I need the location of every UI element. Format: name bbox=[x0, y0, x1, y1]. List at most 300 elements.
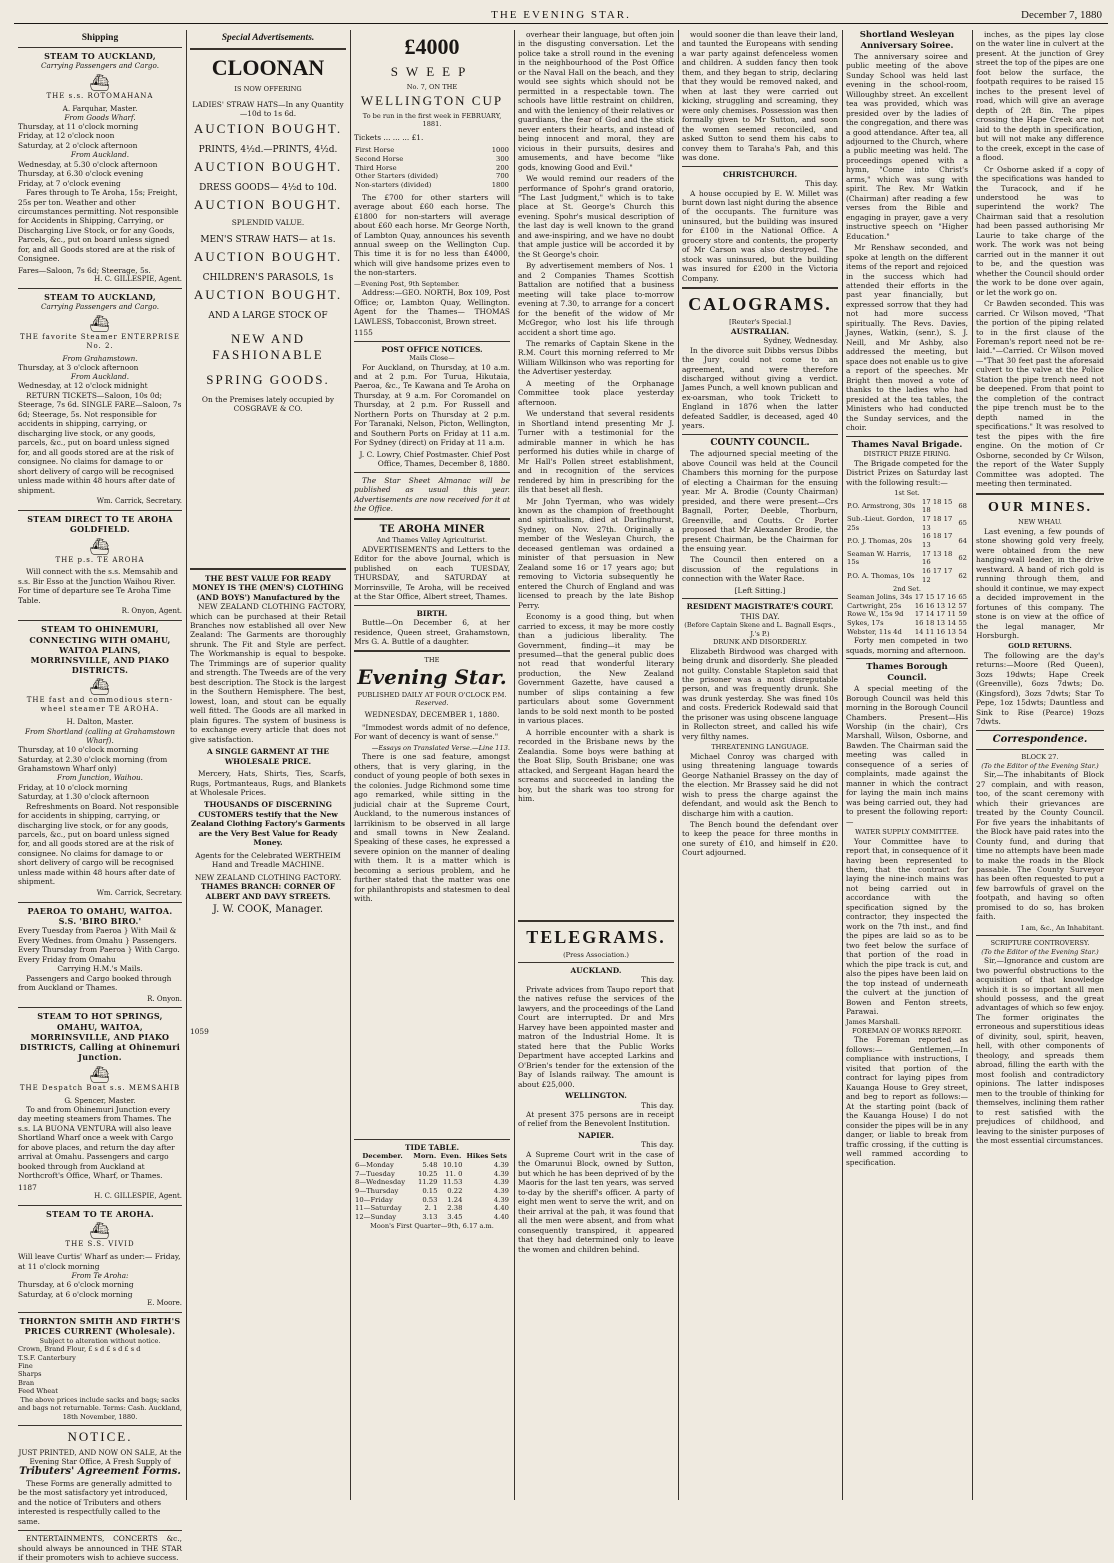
ad-body: Passengers and Cargo booked through from Auckland or Thames. bbox=[18, 973, 172, 993]
tide-header: Even. bbox=[440, 1152, 462, 1161]
ad-memsahib bbox=[18, 1011, 182, 1201]
notice-heading: Tributers' Agreement Forms. bbox=[19, 1466, 181, 1478]
ad-line: Every Thursday from Paeroa } With Cargo. bbox=[18, 945, 180, 955]
tide-cell: 4.39 bbox=[493, 1186, 509, 1195]
article-paragraph: Cr Osborne asked if a copy of the specifications was handed to the Turacock, and if he understood he was to superintend the work? The Chairman said that a resolution had been passed authorising Mr Laurie to take charge of the work. The work was not being carried out in the manner it out to be, and the question was whether the Council should order the work to be done over again, or let the work go on. bbox=[976, 164, 1104, 297]
sweep-address: Address:—GEO. NORTH, Box 109, Post Office; or, Lambton Quay, Wellington. Agent for the Thames— THOMAS LAWLESS, Tobacconist, Brown street. bbox=[354, 288, 510, 326]
ship-icon-te-aroha-sternwheel: ⛴ THE fast and commodious stern-wheel steamer TE AROHA. bbox=[18, 678, 182, 714]
table-row bbox=[846, 619, 968, 628]
naval-foot: Forty men competed in two squads, morning and afternoon. bbox=[846, 636, 968, 655]
tide-cell: 0.22 bbox=[447, 1186, 463, 1195]
borough-council-body: A special meeting of the Borough Council was held this morning in the Borough Council Chambers. Present—His Worship (in the chair), Crs Marshall, Wilson, Osborne, and Bawden. The Chairman said the meeting was called in consequence of a series of complaints, made against the manner in which the contract for laying the main inch mains was being carried out, they had to present the following report:— bbox=[846, 684, 968, 826]
table-row bbox=[846, 532, 968, 549]
ad-title: THORNTON SMITH AND FIRTH'S PRICES CURRENT (Wholesale). bbox=[19, 1316, 181, 1337]
ad-from: From Junction, Waihou. bbox=[57, 773, 143, 783]
sweep-no: No. 7, ON THE bbox=[406, 82, 458, 91]
entertainments-notice: ENTERTAINMENTS, CONCERTS &c., should always be announced in THE STAR if their promoters wish to achieve success. bbox=[18, 1534, 182, 1563]
table-row bbox=[354, 1196, 510, 1205]
ad-line: Carrying H.M.'s Mails. bbox=[57, 964, 143, 974]
telegram-place: WELLINGTON. bbox=[565, 1091, 627, 1101]
birth-body: Buttle—On December 6, at her residence, Queen street, Grahamstown, Mrs G. A. Buttle of a daughter. bbox=[354, 618, 510, 647]
telegrams-press: (Press Association.) bbox=[563, 950, 629, 959]
score-name: Sykes, 17s bbox=[847, 619, 884, 628]
ad-line: Every Tuesday from Paeroa } With Mail & bbox=[18, 926, 177, 936]
price-row: Sharps bbox=[18, 1370, 42, 1379]
tide-header: Hikes Sets bbox=[466, 1152, 507, 1161]
naval-score-table-2 bbox=[846, 593, 968, 636]
evening-star-title: Evening Star. bbox=[357, 664, 507, 689]
table-row bbox=[354, 1161, 510, 1170]
cloonan-item: AUCTION BOUGHT. bbox=[193, 248, 343, 264]
score-name: P.O. A. Thomas, 10s bbox=[847, 571, 915, 580]
scripture-to: (To the Editor of the Evening Star.) bbox=[981, 947, 1099, 956]
gold-returns-body: The following are the day's returns:—Moore (Red Queen), 3ozs 19dwts; Hape Creek (Greenville), 6ozs 7dwts; Do. (Kingsford), 3ozs 7dwts; Star To Pepe, 1oz 15dwts; Dauntless and Sink to Rise (Pearce) 19ozs 7dwts. bbox=[976, 650, 1104, 727]
tide-cell: 10—Friday bbox=[355, 1195, 393, 1204]
tide-title: TIDE TABLE. bbox=[404, 1142, 460, 1152]
prize-value: 1000 bbox=[491, 146, 509, 155]
telegram-body: At present 375 persons are in receipt of relief from the Benevolent Institution. bbox=[518, 1110, 674, 1129]
naval-brigade-sub: DISTRICT PRIZE FIRING. bbox=[863, 450, 951, 459]
mercery: Mercery, Hats, Shirts, Ties, Scarfs, Rugs, Portmanteaus, Rugs, and Blankets at Wholesale Prices. bbox=[190, 769, 346, 797]
table-row bbox=[846, 602, 968, 611]
cloonan-item: LADIES' STRAW HATS—In any Quantity—10d to 1s 6d. bbox=[192, 99, 344, 119]
price-row: Fine bbox=[18, 1362, 33, 1370]
birth-title: BIRTH. bbox=[416, 608, 448, 618]
wesleyan-title: Shortland Wesleyan Anniversary Soiree. bbox=[859, 30, 955, 51]
almanac-notice: The Star Sheet Almanac will be published as usual this year. Advertisements are now received for it at the Office. bbox=[354, 475, 510, 514]
column-local-news bbox=[514, 30, 678, 1500]
block-to: (To the Editor of the Evening Star.) bbox=[981, 761, 1099, 770]
ship-icon-vivid: ⛴ THE S.S. VIVID bbox=[18, 1222, 182, 1249]
tide-cell: 6—Monday bbox=[355, 1160, 394, 1169]
cloonan-item: AUCTION BOUGHT. bbox=[193, 120, 343, 136]
ad-number: 1155 bbox=[354, 328, 373, 338]
ad-line: Thursday, at 6 o'clock morning bbox=[18, 1280, 134, 1290]
ad-line: Thursday, at 11 o'clock morning bbox=[18, 122, 139, 131]
evening-star-pub: PUBLISHED DAILY AT FOUR O'CLOCK P.M. bbox=[357, 690, 507, 699]
miner-title: TE AROHA MINER bbox=[379, 523, 485, 535]
cloonan-item: SPRING GOODS. bbox=[206, 372, 330, 388]
tide-header: Morn. bbox=[413, 1152, 437, 1161]
notice-sub: JUST PRINTED, AND NOW ON SALE, At the Evening Star Office, A Fresh Supply of bbox=[18, 1447, 182, 1466]
tide-cell: 10.25 bbox=[417, 1169, 438, 1178]
tide-cell: 4.39 bbox=[493, 1195, 509, 1204]
ad-subtitle: Carrying Passengers and Cargo. bbox=[41, 302, 159, 312]
ad-signature: R. Onyon, Agent. bbox=[121, 607, 182, 616]
cloonan-item: MEN'S STRAW HATS— at 1s. bbox=[200, 235, 336, 246]
block-title: BLOCK 27. bbox=[1021, 753, 1059, 762]
ad-title: STEAM TO TE AROHA. bbox=[46, 1208, 154, 1219]
borough-heading: FOREMAN OF WORKS REPORT. bbox=[852, 1026, 962, 1035]
tide-cell: 11.53 bbox=[442, 1178, 463, 1187]
ad-body: To and from Ohinemuri Junction every day meeting steamers from Thames. The s.s. LA BUONA VENTURA will also leave Shortland Wharf once a week with Cargo for above places, and return the day after arrival at Omahu. Passengers and cargo booked through from Auckland at Northcroft's Office, Wharf, or Thames. bbox=[18, 1104, 175, 1181]
ship-icon-memsahib: ⛴ THE Despatch Boat s.s. MEMSAHIB bbox=[18, 1066, 182, 1093]
rm-court-body: Elizabeth Birdwood was charged with being drunk and disorderly. She pleaded not guilty. Constable Stapleton said that the prisoner was a most disreputable person, and was frequently drunk. She was drunk yesterday. She was fined 10s and costs. Frederick Rodewald said that the prisoner was using obscene language in Rollecton street, and called his wife very filthy names. bbox=[682, 646, 838, 741]
naval-set: 2nd Set. bbox=[893, 584, 921, 593]
telegram-body: Private advices from Taupo report that the natives refuse the services of the lawyers, and the proceedings of the Land Court are interrupted. Dr and Mrs Harvey have been appointed master and matron of the Industrial Home. It is stated here that the Public Works Department have accepted Larkins and O'Brien's tender for the extension of the Bay of Islands railway. The amount is about £25,000. bbox=[518, 984, 674, 1089]
tide-cell: 9—Thursday bbox=[355, 1186, 399, 1195]
single-garment: A SINGLE GARMENT AT THE WHOLESALE PRICE. bbox=[207, 747, 329, 766]
sweep-cup: WELLINGTON CUP bbox=[360, 93, 504, 109]
ad-enterprise bbox=[18, 292, 182, 506]
tide-cell: 8—Wednesday bbox=[355, 1178, 406, 1187]
ad-body: Refreshments on Board. Not responsible for accidents in shipping, carrying, or discharging live stock, or for any goods, parcels, &c., put on board unless signed for, and all goods stored are at the risk of consignee. No claims for damage to or short delivery of cargo will be recognised unless made within 48 hours after date of shipment. bbox=[18, 801, 179, 887]
price-row: Bran bbox=[18, 1378, 35, 1387]
table-row bbox=[354, 146, 510, 155]
table-row bbox=[354, 1204, 510, 1213]
cloonan-item: DRESS GOODS— 4½d to 10d. bbox=[199, 183, 337, 194]
moon-phase: Moon's First Quarter—9th, 6.17 a.m. bbox=[370, 1221, 494, 1230]
borough-signature: James Marshall. bbox=[846, 1018, 900, 1027]
prize-label: Other Starters (divided) bbox=[355, 172, 439, 181]
table-row bbox=[354, 164, 510, 173]
column-special-ads bbox=[186, 30, 350, 1500]
column-shipping bbox=[14, 30, 186, 1563]
price-row: Feed Wheat bbox=[18, 1387, 58, 1396]
table-row bbox=[846, 628, 968, 637]
tide-cell: 12—Sunday bbox=[355, 1213, 397, 1222]
ad-signature: H. C. GILLESPIE, Agent. bbox=[94, 1192, 182, 1201]
article-paragraph: A horrible encounter with a shark is recorded in the Brisbane news by the Zealandia. Some boys were bathing at the Boat Slip, South Brisbane; one was attacked, and Sergeant Hagan heard the screams and succeeded in landing the boy, but the shark was too strong for him. bbox=[518, 727, 674, 804]
sweep-price: £4000 bbox=[404, 34, 460, 59]
score-name: Rowe W., 15s 9d bbox=[847, 610, 904, 619]
score-total: 68 bbox=[958, 502, 967, 510]
score-cells: 14 11 16 13 bbox=[914, 627, 956, 636]
ad-title: STEAM TO AUCKLAND, bbox=[44, 51, 156, 62]
ad-number: 1059 bbox=[190, 1026, 209, 1036]
leader-article: There is one sad feature, amongst others, that is very glaring, in the conduct of young people of both sexes in the colonies. Judge Richmond some time ago remarked, while sitting in the judicial chair at the Supreme Court, Auckland, to the numerous instances of larrikinism to be observed in all large and small towns in New Zealand. Speaking of these cases, he expressed a severe opinion on the manner of dealing with them. It is a matter which is becoming a serious problem, and he further stated that the matter was one for philanthropists and statesmen to deal with. bbox=[354, 752, 510, 904]
ad-note: Subject to alteration without notice. bbox=[39, 1336, 161, 1345]
article-paragraph: inches, as the pipes lay close on the water line in culvert at the present. At the junction of Grey street the top of the pipes are one foot below the surface, the footpath requires to be raised 15 inches to the present level of road, which will give an average depth of 2ft 8in. The pipes crossing the Hape Creek are not laid to the depth in specification, but will not make any difference to the creek, except in the case of a flood. bbox=[976, 30, 1104, 163]
telegram-day: This day. bbox=[641, 1100, 674, 1110]
table-row bbox=[354, 1152, 510, 1161]
evening-star-the: THE bbox=[424, 656, 440, 665]
rm-court-heading: THREATENING LANGUAGE. bbox=[711, 743, 809, 752]
cloonan-item: PRINTS, 4½d.—PRINTS, 4½d. bbox=[198, 145, 338, 156]
borough-heading: WATER SUPPLY COMMITTEE. bbox=[855, 828, 959, 837]
factory: NEW ZEALAND CLOTHING FACTORY. bbox=[194, 872, 342, 882]
ship-icon-enterprise: ⛴ THE favorite Steamer ENTERPRISE No. 2. bbox=[18, 315, 182, 351]
score-cells: 16 16 13 12 bbox=[914, 601, 956, 610]
australian-title: AUSTRALIAN. bbox=[730, 326, 790, 336]
tide-cell: 3.13 bbox=[422, 1213, 438, 1222]
tide-cell: 4.39 bbox=[493, 1169, 509, 1178]
cloonan-sub: IS NOW OFFERING bbox=[234, 85, 302, 94]
table-row bbox=[354, 1178, 510, 1187]
rm-court-body: The Bench bound the defendant over to keep the peace for three months in one surety of £10, and himself in £20. Court adjourned. bbox=[682, 820, 838, 858]
tide-cell: 2. 1 bbox=[424, 1204, 438, 1213]
newspaper-page bbox=[14, 6, 1108, 1563]
county-council-body: The adjourned special meeting of the above Council was held at the Council Chambers this morning for the purpose of electing a Chairman for the ensuing year. Mr A. Brodie (County Chairman) presided, and there were present—Crs Bagnall, Porter, Deeble, Thorburn, Greenville, and Coutts. Cr Porter proposed that Mr Alexander Brodie, the present Chairman, be the Chairman for the ensuing year. bbox=[682, 449, 838, 554]
our-mines-title: OUR MINES. bbox=[987, 499, 1092, 515]
ad-from: From Te Aroha: bbox=[71, 1271, 129, 1281]
tide-cell: 11—Saturday bbox=[355, 1204, 402, 1213]
quote-cite: —Essays on Translated Verse.—Line 113. bbox=[371, 743, 510, 752]
ad-signature: Wm. Carrick, Secretary. bbox=[96, 497, 182, 506]
tide-cell: 5.48 bbox=[422, 1160, 438, 1169]
ad-master: G. Spencer, Master. bbox=[64, 1095, 136, 1105]
borough-council-body: Your Committee have to report that, in consequence of it having been represented to them, that the contract for laying the nine-inch mains was not being carried out in accordance with the specification signed by the contractor, they inspected the work on the 7th inst., and find the pipes are laid so as to be two feet below the surface of that portion of the road in which the pipe track is cut, and also the pipes have been laid on the top instead of underneath the culvert at the junction of Bowen and Fenton streets, Parawai. bbox=[846, 836, 968, 1016]
score-total: 59 bbox=[958, 610, 967, 619]
rm-court-title: RESIDENT MAGISTRATE'S COURT. bbox=[686, 602, 834, 612]
table-row bbox=[354, 1213, 510, 1222]
calograms-title: CALOGRAMS. bbox=[688, 294, 832, 315]
score-cells: 17 13 18 16 bbox=[922, 549, 953, 567]
prize-value: 200 bbox=[496, 163, 509, 172]
tide-cell: 2.38 bbox=[447, 1204, 463, 1213]
miner-sub: And Thames Valley Agriculturist. bbox=[376, 536, 488, 545]
score-name: Webster, 11s 4d bbox=[847, 627, 902, 636]
tide-table bbox=[354, 1152, 510, 1222]
naval-score-table bbox=[846, 498, 968, 585]
ad-from: From Goods Wharf. bbox=[64, 112, 136, 122]
wesleyan-body: The anniversary soiree and public meeting of the above Sunday School was held last evening in the school-room, Willoughby street. An excellent tea was provided, which was presided over by the ladies of the congregation, and there was a good attendance. After tea, all adjourned to the Church, where a public meeting was held. The proceedings opened with a hymn, "Come into Christ's arms," which was sung with spirit. The Rev. Mr Watkin (Chairman) after reading a few verses from the Bible and engaging in prayer, gave a very instructive speech on "Higher Education." bbox=[846, 51, 968, 241]
wesleyan-body: Mr Renshaw seconded, and spoke at length on the different items of the report and rejoiced in the success which had attended their efforts in the past year financially, but expressed sorrow that they had not had more success spiritually. The Revs. Davies, Jaynes, Watkin, (senr.), S. J. Neill, and Mr Ashby, also addressed the meeting, but space does not enable us to give a report of the speeches. Mr Bright then moved a vote of thanks to the ladies who had presided at the tea tables, the Ministers who had conducted the Sunday services, and the choir. bbox=[846, 243, 968, 433]
cloonan-item: AUCTION BOUGHT. bbox=[193, 158, 343, 174]
telegram-place: AUCKLAND. bbox=[570, 965, 622, 975]
correspondence-title: Correspondence. bbox=[992, 733, 1088, 745]
tide-cell: 1.24 bbox=[447, 1195, 463, 1204]
ad-subtitle: Carrying Passengers and Cargo. bbox=[41, 61, 159, 71]
notice-body: These Forms are generally admitted to be the most satisfactory yet introduced, and the notice of Tributers and others interested is respectfully called to the same. bbox=[18, 1478, 172, 1526]
cloonan-item: NEW AND FASHIONABLE bbox=[212, 330, 324, 363]
article-paragraph: Cr Bawden seconded. This was carried. Cr Wilson moved, "That the portion of the piping related to in the first clause of the Foreman's report need not be re-laid."—Carried. Cr Wilson moved—"That 30 feet past the aforesaid culvert to the valve at the Police Station the pipe trench need not be deepened. From that point to the completion of the contract the pipe trench must be to the depth named in the specifications." It was resolved to test the pipes with the fire engine. On the motion of Cr Osborne, seconded by Cr Wilson, the report of the Water Supply Committee was adopted. The meeting then terminated. bbox=[976, 299, 1104, 489]
ad-title: STEAM DIRECT TO TE AROHA GOLDFIELD. bbox=[27, 514, 173, 535]
telegrams-title: TELEGRAMS. bbox=[526, 926, 666, 947]
evening-star-date: WEDNESDAY, DECEMBER 1, 1880. bbox=[364, 710, 500, 720]
notice-title: NOTICE. bbox=[67, 1429, 133, 1445]
score-total: 65 bbox=[958, 592, 967, 601]
score-total: 62 bbox=[958, 554, 967, 563]
block-signature: I am, &c., An Inhabitant. bbox=[1021, 923, 1104, 932]
score-total: 62 bbox=[958, 571, 967, 580]
score-name: P.O. J. Thomas, 20s bbox=[847, 536, 912, 545]
score-cells: 16 18 17 13 bbox=[922, 532, 953, 550]
ad-line: Saturday, at 1.30 o'clock afternoon bbox=[18, 792, 150, 802]
ad-ohinemuri bbox=[18, 624, 182, 897]
table-row bbox=[354, 1170, 510, 1179]
ad-from: From Auckland. bbox=[70, 150, 130, 160]
tide-cell: 4.40 bbox=[493, 1213, 509, 1222]
prize-label: First Horse bbox=[355, 146, 395, 155]
telegram-day: This day. bbox=[641, 975, 674, 985]
prize-value: 300 bbox=[496, 154, 509, 163]
ad-body: Will connect with the s.s. Memsahib and s.s. Bir Esso at the Junction Waihou River. For time of departure see Te Aroha Time Table. bbox=[18, 567, 178, 605]
ad-line: Thursday, at 3 o'clock afternoon bbox=[18, 362, 139, 372]
tide-cell: 7—Tuesday bbox=[355, 1169, 395, 1178]
ad-notice bbox=[18, 1429, 182, 1526]
article-paragraph: overhear their language, but often join in the disgusting conversation. Let the police take a stroll round in the evening in the neighbourhood of the Post Office or the Naval Hall on the beach, and they would see sights which should not be permitted in a respectable town. The schools have little restraint on children, and with the leniency of their relatives or guardians, the fear of God and the stick never enters their hearts, and instead of being innocent and moral, they are vicious in their pursuits, desires and amusements, and have become "like gods, knowing Good and Evil." bbox=[518, 30, 674, 172]
australian-body: In the divorce suit Dibbs versus Dibbs the Jury could not come to an agreement, and were therefore discharged without giving a verdict. James Punch, a well known publican and ex-oarsman, who took Trickett to England in 1876 when the latter defeated Saddler, is deceased, aged 40 years. bbox=[682, 345, 838, 431]
ad-title: STEAM TO HOT SPRINGS, OMAHU, WAITOA, MORRINSVILLE, AND PIAKO DISTRICTS, Calling at Ohinemuri Junction. bbox=[19, 1011, 181, 1063]
ship-icon-te-aroha: ⛴ THE p.s. TE AROHA bbox=[18, 538, 182, 565]
left-sitting: [Left Sitting.] bbox=[734, 585, 786, 595]
tide-cell: 0.15 bbox=[422, 1186, 438, 1195]
cloonan-premises: On the Premises lately occupied by COSGRAVE & CO. bbox=[201, 394, 335, 414]
ad-vivid bbox=[18, 1209, 182, 1308]
ad-te-aroha-goldfield bbox=[18, 514, 182, 616]
prize-label: Non-starters (divided) bbox=[355, 180, 432, 189]
ad-line: Every Wednes. from Omahu } Passengers. bbox=[18, 935, 177, 945]
ad-body: Fares through to Te Aroha, 15s; Freight, 25s per ton. Weather and other circumstances permitting. Not responsible for Accidents in Shipping, Carrying, or Discharging Live Stock, or for any Goods, Parcels, &c., put on board unless signed for, and all Goods stored are at the risk of Consignee. bbox=[18, 188, 179, 264]
county-council-title: COUNTY COUNCIL. bbox=[710, 437, 810, 448]
article-paragraph: Mr John Tyerman, who was widely known as the champion of freethought and spiritualism, died at Darlinghurst, Sydney, on Nov. 27th. Originally a member of the Wesleyan Church, the deceased gentleman was ordained a minister of that persuasion in New Zealand some 16 or 17 years ago; but removing to Victoria subsequently he entered the Church of England and was licensed to preach by the late Bishop Perry. bbox=[518, 496, 674, 610]
section-heading-shipping: Shipping bbox=[81, 33, 119, 43]
block-body: Sir,—The inhabitants of Block 27 complain, and with reason, too, of the scant ceremony with which their grievances are treated by the County Council. For five years the inhabitants of the Block have paid rates into the County fund, and during that time no attempts have been made to make the roads in the Block passable. The County Surveyor has been often requested to put a few barrowfuls of gravel on the footpath, and having so often promised to do so, has broken faith. bbox=[976, 770, 1104, 922]
calograms-reuter: [Reuter's Special.] bbox=[729, 318, 791, 327]
cloonan-item: CHILDREN'S PARASOLS, 1s bbox=[202, 273, 334, 284]
telegram-place: NAPIER. bbox=[578, 1130, 614, 1140]
best-value-title: THE BEST VALUE FOR READY MONEY IS THE (MEN'S) CLOTHING (AND BOYS') Manufactured by the bbox=[192, 573, 344, 602]
best-value-body: NEW ZEALAND CLOTHING FACTORY, which can be purchased at their Retail Branches now established all over New Zealand: The Garments are thoroughly shrunk. The Fit and Style are perfect. The Workmanship is equal to bespoke. The Trimmings are of superior quality and strength. The Tweeds are of the very best description. The Stock is the largest in the Southern Hemisphere. The best, lowest, loan, and stout can be equally well fitted. The Goods are all marked in plain figures. The system of business is to exchange every article that does not give satisfaction. bbox=[190, 602, 346, 744]
prize-value: 1800 bbox=[491, 180, 509, 189]
column-wesleyan-council bbox=[842, 30, 972, 1500]
gold-returns-title: GOLD RETURNS. bbox=[1008, 642, 1072, 651]
ad-line: Friday, at 12 o'clock noon bbox=[18, 131, 115, 141]
post-office-title: POST OFFICE NOTICES. bbox=[381, 344, 483, 354]
scripture-title: SCRIPTURE CONTROVERSY. bbox=[990, 939, 1090, 948]
ad-line: Wednesday, at 5.30 o'clock afternoon bbox=[18, 159, 158, 169]
score-total: 57 bbox=[958, 601, 967, 610]
table-row bbox=[354, 172, 510, 181]
ad-steam-to-auckland bbox=[18, 51, 182, 284]
sweep-tickets: Tickets ... ... ... £1. bbox=[354, 132, 424, 142]
ad-footer: The above prices include sacks and bags; sacks and bags not returnable. Terms: Cash. Auckland, 18th November, 1880. bbox=[18, 1395, 183, 1421]
telegram-body: A Supreme Court writ in the case of the Omarunui Block, owned by Sutton, but which he has been deprived of by the Maoris for the last ten years, was served to-day by the sheriff's officer. A party of eight men went to serve the writ, and on their arrival at the pah, it was found that all the men were absent, and from what consequently transpired, it appeared that they had determined only to leave the women and children behind. bbox=[518, 1149, 674, 1254]
rm-court-bench: (Before Captain Skene and L. Bagnall Esqrs., J.'s P.) bbox=[684, 621, 836, 638]
table-row bbox=[846, 515, 968, 532]
post-office-signature: J. C. Lowry, Chief Postmaster. Chief Post Office, Thames, December 8, 1880. bbox=[359, 449, 510, 469]
article-paragraph: The remarks of Captain Skene in the R.M. Court this morning referred to Mr William Wilkinson who was reporting for the Advertiser yesterday. bbox=[518, 339, 674, 377]
evening-star-reserved: Reserved. bbox=[415, 698, 449, 707]
cloonan-title: CLOONAN bbox=[211, 55, 325, 81]
score-cells: 16 18 13 14 bbox=[914, 619, 956, 628]
score-name: Cartwright, 25s bbox=[847, 601, 902, 610]
masthead-title: THE EVENING STAR. bbox=[491, 9, 631, 21]
tide-cell: 4.40 bbox=[493, 1204, 509, 1213]
ad-line: Every Friday from Omahu bbox=[18, 954, 116, 964]
ad-from: From Grahamstown. bbox=[62, 353, 138, 363]
ad-body: Will leave Curtis' Wharf as under:— Friday, at 11 o'clock morning bbox=[18, 1252, 181, 1271]
ad-number: 1187 bbox=[18, 1182, 37, 1192]
rm-court-day: THIS DAY. bbox=[740, 611, 780, 621]
sweep-prize-table bbox=[354, 146, 510, 189]
tide-cell: 11. 0 bbox=[445, 1169, 463, 1178]
thousands: THOUSANDS OF DISCERNING CUSTOMERS testify that the New Zealand Clothing Factory's Garments are the Very Best Value for Ready Money. bbox=[190, 800, 346, 848]
ad-prices-current bbox=[18, 1316, 182, 1421]
score-cells: 17 18 17 13 bbox=[922, 515, 953, 532]
table-row bbox=[846, 610, 968, 619]
article-paragraph: would sooner die than leave their land, and taunted the Europeans with sending a war party against defenceless women and children. A sudden fancy then took them, and they began to strip, declaring that they would be removed naked, and when at last they were carried out kicking, struggling and screaming, they were only chemises. Possession was then formally given to Mr Sutton, and soon the women seemed reconciled, and asked Sutton to send them his cabs to convey them to Taraha's Pah, and this was done. bbox=[682, 30, 838, 163]
tide-cell: 11.29 bbox=[417, 1178, 438, 1187]
table-row bbox=[354, 1187, 510, 1196]
cloonan-item: AND A LARGE STOCK OF bbox=[208, 311, 328, 322]
table-row bbox=[846, 593, 968, 602]
new-whau-title: NEW WHAU. bbox=[1018, 518, 1062, 527]
sweep-run: To be run in the first week in FEBRUARY, 1881. bbox=[362, 111, 502, 129]
ad-from: From Auckland. bbox=[70, 372, 130, 382]
post-office-body: For Auckland, on Thursday, at 10 a.m. and at 2 p.m. For Turua, Hikutaia, Paeroa, &c., Te Kawana and Te Aroha on Thursday, at 9 a.m. For Coromandel on Thursday, at 2 p.m. For Russell and Northern Ports on Thursday at 2 p.m. For Taranaki, Nelson, Picton, Wellington, and Southern Ports on Friday at 11 a.m. For Sydney (direct) on Friday at 11 a.m. bbox=[354, 362, 510, 448]
borough-council-body: The Foreman reported as follows:— Gentlemen,—In compliance with instructions, I visited that portion of the contract for laying pipes from Kauanga House to Grey street, and beg to report as follows:—At the starting point (back of the Kauanga House) I do not consider the pipes will be in any danger, or liable to break from traffic crossing, if the cutting is well rammed according to specification. bbox=[846, 1035, 968, 1168]
ad-signature: H. C. GILLESPIE, Agent. bbox=[94, 275, 182, 284]
ad-title: STEAM TO AUCKLAND, bbox=[44, 292, 156, 303]
ship-icon-rotomahana: ⛴ THE s.s. ROTOMAHANA bbox=[18, 74, 182, 101]
column-news-courts bbox=[678, 30, 842, 1500]
prize-label: Third Horse bbox=[355, 163, 397, 172]
section-heading-special: Special Advertisements. bbox=[221, 33, 315, 43]
table-row bbox=[354, 155, 510, 164]
table-row bbox=[846, 550, 968, 567]
naval-brigade-title: Thames Naval Brigade. bbox=[851, 439, 963, 450]
sweep-body: The £700 for other starters will average about £60 each horse. The £1800 for non-starters will average about £60 each horse. Mr George North, of Lambton Quay, announces his seventh annual sweep on the Wellington Cup. This time it is for no less than £4000, which will give handsome prizes even to the non-starters. bbox=[354, 192, 510, 278]
price-row: T.S.F. Canterbury bbox=[18, 1353, 76, 1362]
column-sweep-and-leader bbox=[350, 30, 514, 1500]
ad-signature: R. Onyon. bbox=[147, 994, 182, 1003]
ad-from: From Shortland (calling at Grahamstown Wharf). bbox=[24, 726, 175, 745]
county-council-body: The Council then entered on a discussion of the regulations in connection with the Water Race. bbox=[682, 555, 838, 584]
table-row bbox=[846, 567, 968, 584]
article-paragraph: By advertisement members of Nos. 1 and 2 Companies Thames Scottish Battalion are notified that a business meeting will take place to-morrow evening at 7.30, to arrange for a concert for the benefit of the widow of Mr McGregor, who lost his life through accident a short time ago. bbox=[518, 261, 674, 337]
score-name: Seaman Jolins, 34s bbox=[847, 592, 913, 601]
score-total: 55 bbox=[958, 619, 967, 628]
article-paragraph: A meeting of the Orphanage Committee took place yesterday afternoon. bbox=[518, 378, 674, 407]
christchurch-title: CHRISTCHURCH. bbox=[722, 169, 798, 179]
christchurch-body: A house occupied by E. W. Millet was burnt down last night during the absence of the occupants. The furniture was uninsured, but the building was insured for £100 in the National Office. A grocery store and contents, the property of Mr Carson was also destroyed. The stock was uninsured, but the building was insured for £200 in the Victoria Company. bbox=[682, 188, 838, 283]
table-row bbox=[354, 181, 510, 190]
ad-line: Saturday, at 2.30 o'clock morning (from Grahamstown Wharf only) bbox=[18, 754, 168, 773]
tide-header: December. bbox=[362, 1152, 403, 1161]
cloonan-item: AUCTION BOUGHT. bbox=[193, 286, 343, 302]
masthead-date: December 7, 1880 bbox=[1021, 9, 1102, 21]
score-cells: 16 17 17 12 bbox=[922, 567, 953, 584]
christchurch-day: This day. bbox=[805, 179, 838, 189]
telegram-day: This day. bbox=[641, 1140, 674, 1150]
masthead bbox=[14, 6, 1108, 24]
score-name: Sub.-Lieut. Gordon, 25s bbox=[847, 515, 915, 532]
score-cells: 17 14 17 11 bbox=[914, 610, 956, 619]
rm-court-heading: DRUNK AND DISORDERLY. bbox=[713, 638, 807, 647]
tide-cell: 0.53 bbox=[422, 1195, 438, 1204]
tide-cell: 4.39 bbox=[493, 1160, 509, 1169]
agents: Agents for the Celebrated WERTHEIM Hand and Treadle MACHINE. bbox=[195, 850, 341, 870]
ad-body: RETURN TICKETS—Saloon, 10s 0d; Steerage, 7s 6d. SINGLE FARE—Saloon, 7s 6d; Steerage, 5s. Not responsible for accidents in shipping, carrying, or discharging live stock, or any goods, parcels, &c., put on board unless signed for, and all goods stored are at the risk of consignee. No claims for damage to or short delivery of cargo will be recognised unless made within 48 hours after date of shipment. bbox=[18, 390, 182, 495]
prize-label: Second Horse bbox=[355, 154, 404, 163]
article-paragraph: Economy is a good thing, but when carried to excess, it may be more costly than a judicious liberality. The Government, finding—it may be presumed—that the general public does not read that wonderful literary production, the New Zealand Government Gazette, have caused a number of slips containing a few particulars about some Government lands to be sold next month to be posted in various places. bbox=[518, 612, 674, 726]
ad-title: STEAM TO OHINEMURI, CONNECTING WITH OMAHU, WAITOA PLAINS, MORRINSVILLE, AND PIAKO DISTRICTS. bbox=[29, 624, 171, 676]
tide-cell: 10.10 bbox=[442, 1160, 463, 1169]
ad-fares: Fares—Saloon, 7s 6d; Steerage, 5s. bbox=[18, 265, 151, 275]
article-paragraph: We would remind our readers of the performance of Spohr's grand oratorio, "The Last Judgment," which is to take place at St. George's Church this evening. Spohr's musical description of the last day is well known to the grand and awe-inspiring, and we have no doubt that ample justice will be accorded it by the St George's choir. bbox=[518, 174, 674, 259]
cloonan-item: SPLENDID VALUE. bbox=[231, 217, 305, 227]
post-office-sub: Mails Close— bbox=[409, 354, 455, 363]
ad-line: Saturday, at 2 o'clock afternoon bbox=[18, 140, 138, 150]
manager: J. W. COOK, Manager. bbox=[212, 904, 324, 916]
new-whau-body: Last evening, a few pounds of stone showing gold very freely, were obtained from the new hanging-wall leader, in the drive westward. A band of rich gold is running through them, and should it continue, we may expect a decided improvement in the fortunes of this company. The stone is on view at the office of the legal manager, Mr Horsburgh. bbox=[976, 526, 1104, 640]
score-cells: 17 15 17 16 bbox=[914, 592, 956, 601]
rm-court-body: Michael Conroy was charged with using threatening language towards George Nathaniel Brassey on the day of the election. Mr Brassey said he did not wish to press the charge against the defendant, and would ask the Bench to discharge him with a caution. bbox=[682, 751, 838, 818]
ad-line: Saturday, at 6 o'clock morning bbox=[18, 1289, 133, 1299]
ad-title: PAEROA TO OMAHU, WAITOA. S.S. 'BIRO BIRO.' bbox=[27, 905, 173, 926]
sweep-cite: —Evening Post, 9th September. bbox=[354, 279, 460, 288]
cloonan-item: AUCTION BOUGHT. bbox=[193, 196, 343, 212]
borough-council-title: Thames Borough Council. bbox=[866, 662, 948, 684]
ad-line: Thursday, at 10 o'clock morning bbox=[18, 745, 139, 755]
ad-biro-biro bbox=[18, 906, 182, 1004]
ad-master: A. Farquhar, Master. bbox=[62, 103, 138, 113]
table-row bbox=[846, 498, 968, 515]
scripture-body: Sir,—Ignorance and custom are two powerful obstructions to the acquisition of that knowledge which it is so important all men should possess, and the great advantages of which so few enjoy. The former originates the erroneous and superstitious ideas of divinity, soul, spirit, heaven, hell, with other components of theology, and spreads them abroad, filling the earth with the most foolish and contradictory opinions. The latter indisposes men to the trouble of thinking for themselves, inclining them rather to rest satisfied with the prejudices of childhood, and leaving to the sinister purposes of the most essential circumstances. bbox=[976, 956, 1104, 1146]
score-total: 54 bbox=[958, 627, 967, 636]
